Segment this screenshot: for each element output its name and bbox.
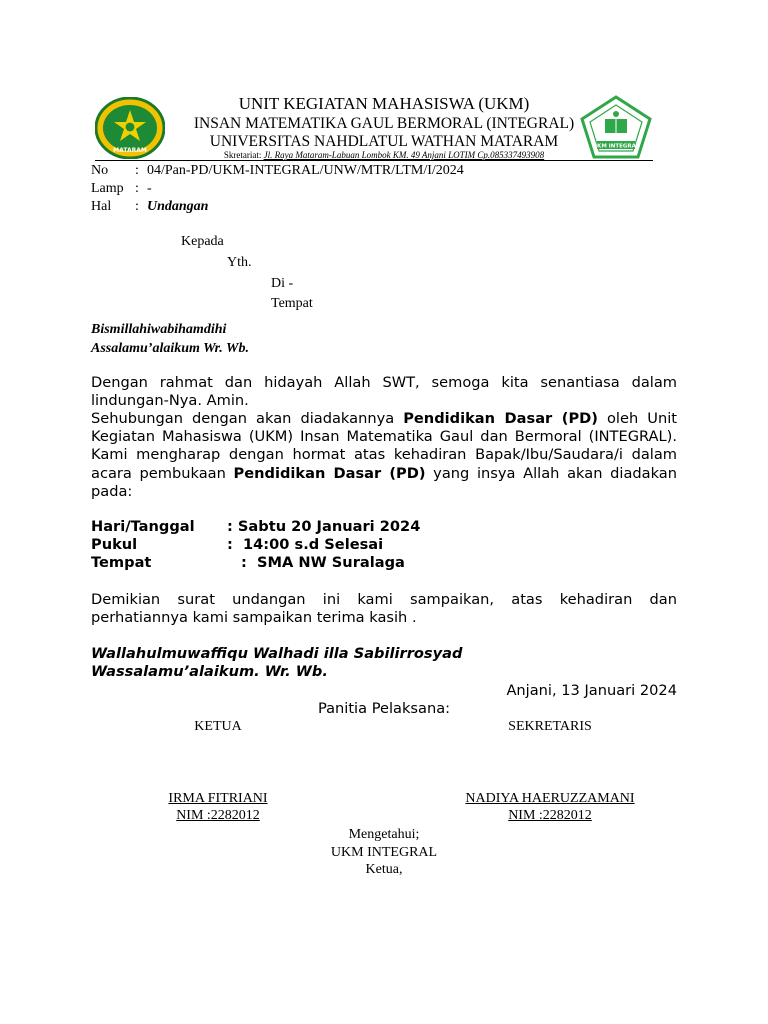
recipient-yth: Yth.	[227, 255, 252, 270]
body-paragraph-2	[91, 410, 677, 501]
opening-bismillah: Bismillahiwabihamdihi	[91, 322, 227, 337]
ukm-integral-logo-text: UKM INTEGRAL	[592, 143, 640, 150]
meta-colon: :	[135, 199, 139, 214]
meta-colon: :	[135, 163, 139, 178]
meta-no-value: 04/Pan-PD/UKM-INTEGRAL/UNW/MTR/LTM/I/2024	[147, 163, 464, 178]
sekretaris-name	[440, 791, 660, 807]
meta-colon: :	[135, 181, 139, 196]
meta-lamp	[91, 181, 152, 197]
letterhead-address	[180, 150, 588, 160]
detail-hari-value: : Sabtu 20 Januari 2024	[227, 518, 421, 535]
p2-part-c: oleh Unit Kegiatan Mahasiswa (UKM) Insan Matematika Gaul dan Bermoral (INTEGRAL). Kami mengharap dengan hormat atas kehadiran Bapak/Ibu/Saudara/i dalam acara pembukaan	[91, 410, 677, 482]
address-text: Jl. Raya Mataram-Labuan Lombok KM. 49 Anjani LOTIM Cp.085337493908	[263, 150, 545, 160]
recipient-kepada: Kepada	[181, 234, 224, 249]
detail-pukul-label: Pukul	[91, 536, 138, 553]
detail-tempat-label: Tempat	[91, 554, 152, 571]
sekretaris-nim-text: NIM :2282012	[508, 808, 592, 823]
p2-part-a: Sehubungan dengan akan diadakannya	[91, 410, 404, 427]
ketua-nim-text: NIM :2282012	[176, 808, 260, 823]
org-ketua-label: Ketua,	[365, 862, 403, 877]
ketua-name	[128, 791, 308, 807]
closing-paragraph: Demikian surat undangan ini kami sampaikan, atas kehadiran dan perhatiannya kami sampaikan terima kasih .	[91, 591, 677, 627]
university-logo	[95, 97, 165, 159]
meta-no	[91, 163, 464, 179]
sekretaris-nim	[440, 808, 660, 824]
recipient-tempat: Tempat	[271, 296, 313, 311]
recipient-di: Di -	[271, 276, 294, 291]
p2-event-name-2: Pendidikan Dasar (PD)	[233, 464, 426, 482]
letterhead-rule	[95, 160, 653, 161]
ketua-nim	[128, 808, 308, 824]
opening-salam: Assalamu’alaikum Wr. Wb.	[91, 341, 249, 356]
meta-lamp-value: -	[147, 181, 152, 196]
letterhead-university: UNIVERSITAS NAHDLATUL WATHAN MATARAM	[209, 133, 559, 150]
sekretaris-name-text: NADIYA HAERUZZAMANI	[465, 791, 635, 806]
meta-hal	[91, 199, 208, 215]
meta-no-label: No	[91, 163, 109, 178]
org-name: UKM INTEGRAL	[330, 845, 438, 860]
body-paragraph-1: Dengan rahmat dan hidayah Allah SWT, semoga kita senantiasa dalam lindungan-Nya. Amin.	[91, 374, 677, 410]
address-prefix: Skretariat:	[223, 150, 264, 160]
ketua-title: KETUA	[194, 719, 242, 734]
mengetahui-label: Mengetahui;	[348, 827, 420, 842]
university-logo-text: MATARAM	[113, 147, 147, 154]
panitia-label: Panitia Pelaksana:	[317, 700, 451, 717]
closing-wassalam: Wassalamu’alaikum. Wr. Wb.	[91, 663, 328, 680]
p2-part-e: yang insya Allah akan diadakan pada:	[91, 464, 677, 500]
letterhead-title: UNIT KEGIATAN MAHASISWA (UKM)	[238, 94, 530, 113]
letterhead-subtitle: INSAN MATEMATIKA GAUL BERMORAL (INTEGRAL)	[193, 115, 575, 132]
detail-tempat-value: : SMA NW Suralaga	[241, 554, 405, 571]
ukm-integral-logo	[580, 95, 652, 159]
detail-pukul-value: : 14:00 s.d Selesai	[227, 536, 384, 553]
p2-event-name: Pendidikan Dasar (PD)	[403, 410, 598, 427]
meta-lamp-label: Lamp	[91, 181, 124, 196]
closing-date: Anjani, 13 Januari 2024	[506, 682, 677, 699]
closing-wallahul: Wallahulmuwaffiqu Walhadi illa Sabilirrosyad	[91, 645, 463, 662]
detail-hari	[91, 518, 420, 535]
detail-pukul	[91, 536, 383, 553]
detail-tempat	[91, 554, 405, 571]
meta-hal-value: Undangan	[147, 199, 209, 214]
sekretaris-title: SEKRETARIS	[508, 719, 592, 734]
ketua-name-text: IRMA FITRIANI	[168, 791, 268, 806]
meta-hal-label: Hal	[91, 199, 112, 214]
detail-hari-label: Hari/Tanggal	[91, 518, 195, 535]
